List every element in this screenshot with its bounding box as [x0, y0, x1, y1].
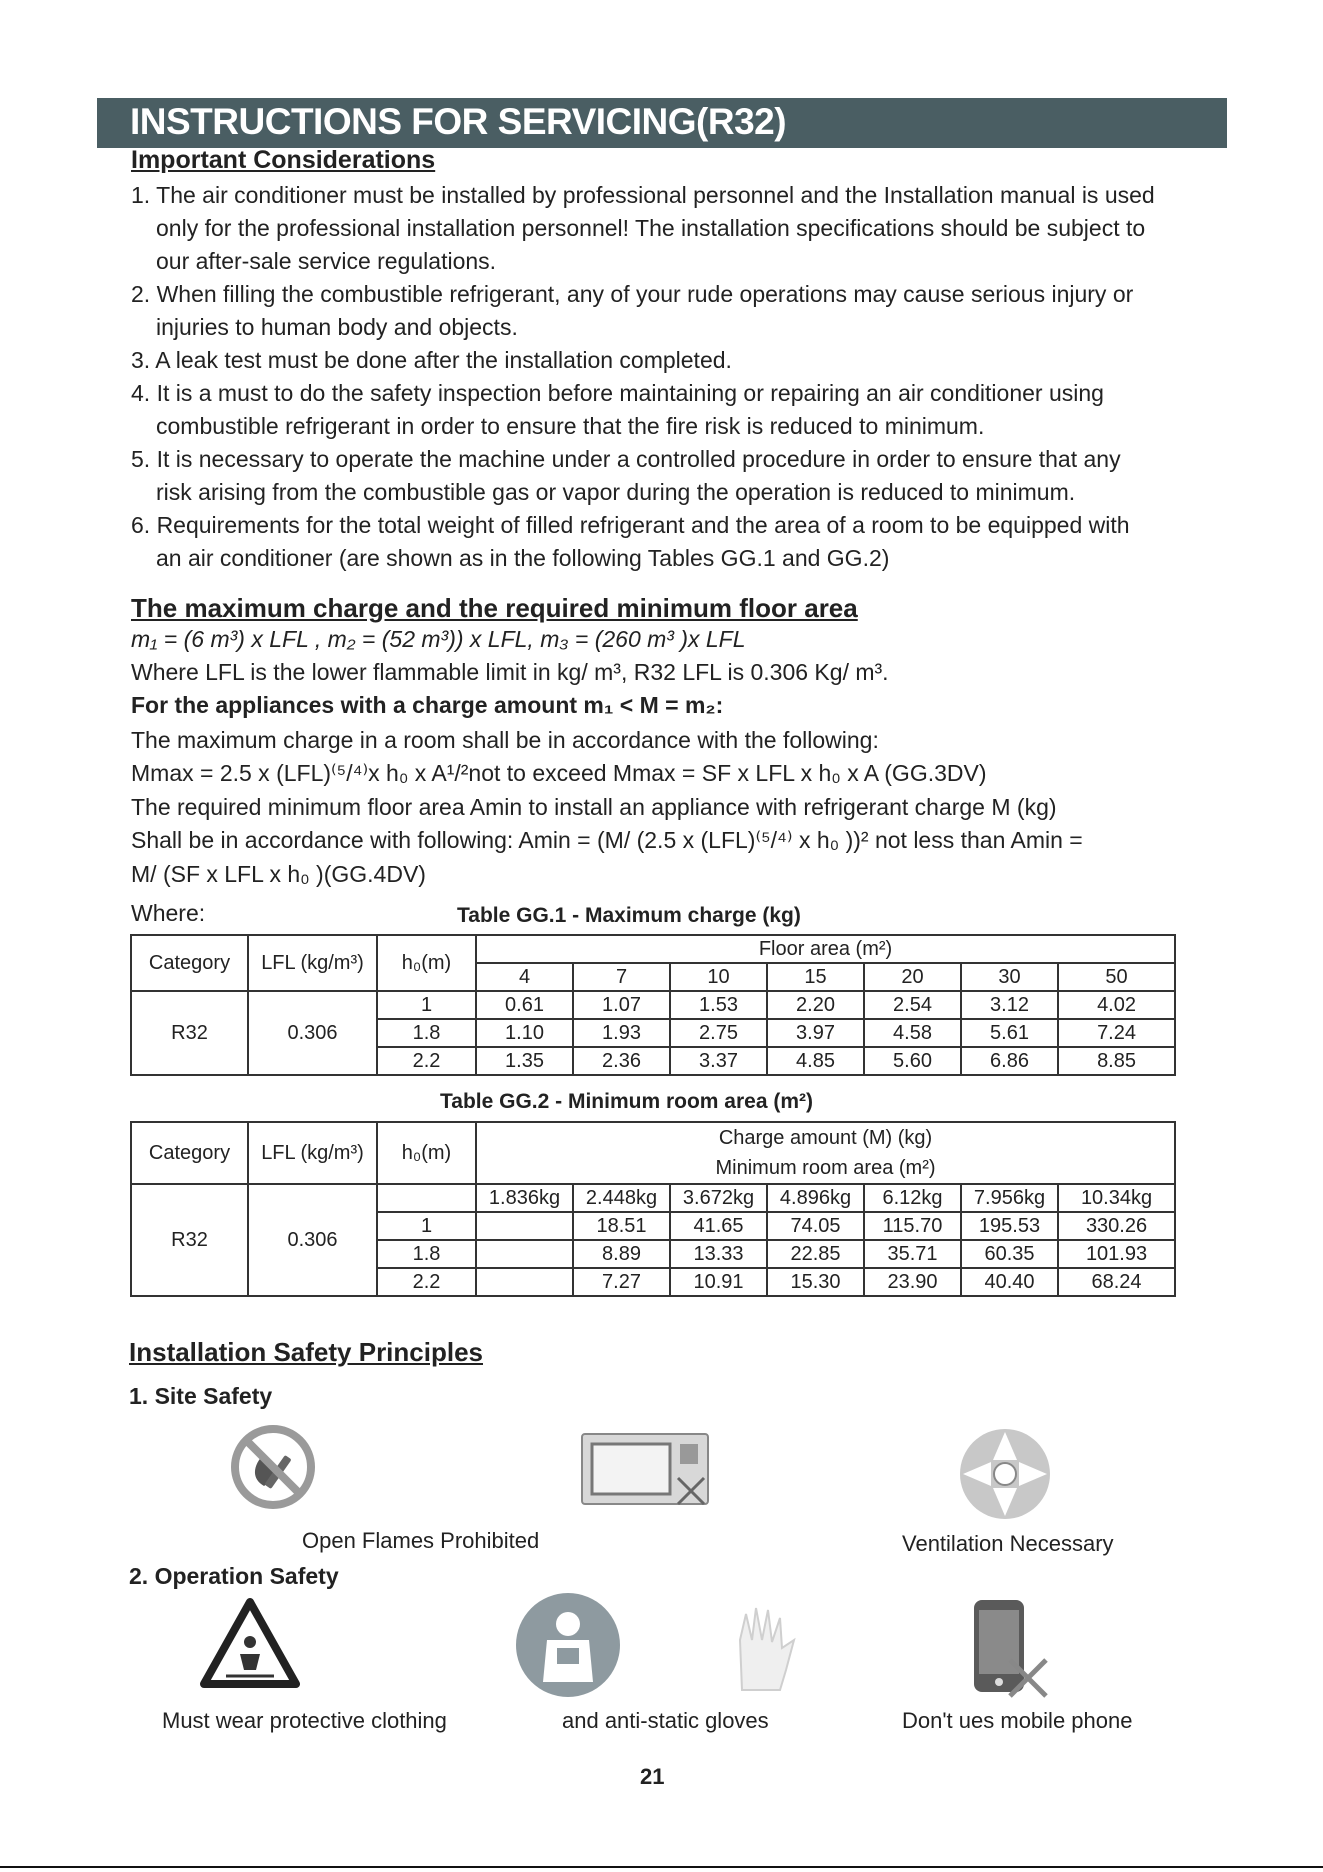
- value-cell: 41.65: [670, 1212, 767, 1240]
- category-cell: R32: [131, 991, 248, 1075]
- open-flames-caption: Open Flames Prohibited: [302, 1528, 540, 1553]
- operation-safety-heading: 2. Operation Safety: [129, 1563, 339, 1589]
- h0-cell: 1.8: [377, 1240, 476, 1268]
- value-cell: 330.26: [1058, 1212, 1175, 1240]
- gloves-icon: [722, 1600, 812, 1700]
- protective-suit-icon: [513, 1590, 623, 1700]
- ventilation-caption: Ventilation Necessary: [902, 1531, 1114, 1556]
- header-min-room-area: Minimum room area (m²): [476, 1153, 1175, 1184]
- value-cell: 8.89: [573, 1240, 670, 1268]
- header-category: Category: [131, 1122, 248, 1184]
- value-cell: 1.53: [670, 991, 767, 1019]
- value-cell: 1.93: [573, 1019, 670, 1047]
- area-header: 30: [961, 963, 1058, 991]
- header-lfl: LFL (kg/m³): [248, 1122, 377, 1184]
- value-cell: 3.37: [670, 1047, 767, 1075]
- area-header: 7: [573, 963, 670, 991]
- value-cell: 13.33: [670, 1240, 767, 1268]
- h0-cell-empty: [377, 1184, 476, 1212]
- consideration-line: risk arising from the combustible gas or vapor during the operation is reduced to minimum.: [156, 479, 1076, 505]
- lfl-cell: 0.306: [248, 1184, 377, 1296]
- table-gg1: [130, 934, 1176, 1076]
- rule-line: The maximum charge in a room shall be in accordance with the following:: [131, 727, 879, 753]
- no-open-flame-icon: [230, 1424, 316, 1510]
- area-header: 10: [670, 963, 767, 991]
- value-cell: 4.02: [1058, 991, 1175, 1019]
- value-cell: 3.12: [961, 991, 1058, 1019]
- consideration-line: 4. It is a must to do the safety inspection before maintaining or repairing an air conditioner using: [131, 380, 1104, 406]
- table-gg2: [130, 1121, 1176, 1297]
- value-cell: 101.93: [1058, 1240, 1175, 1268]
- ventilation-fan-icon: [955, 1424, 1055, 1524]
- minarea-line: M/ (SF x LFL x h₀ )(GG.4DV): [131, 861, 426, 887]
- value-cell: 115.70: [864, 1212, 961, 1240]
- consideration-line: 6. Requirements for the total weight of filled refrigerant and the area of a room to be equipped with: [131, 512, 1130, 538]
- charge-header: 6.12kg: [864, 1184, 961, 1212]
- value-cell: [476, 1240, 573, 1268]
- formula-line: m₁ = (6 m³) x LFL , m₂ = (52 m³)) x LFL, m₃ = (260 m³ )x LFL: [131, 626, 746, 652]
- value-cell: 4.58: [864, 1019, 961, 1047]
- appliance-condition: For the appliances with a charge amount m₁ < M = m₂:: [131, 692, 724, 718]
- value-cell: 2.75: [670, 1019, 767, 1047]
- consideration-line: 1. The air conditioner must be installed by professional personnel and the Installation manual is used: [131, 182, 1155, 208]
- header-charge-amount: Charge amount (M) (kg): [476, 1122, 1175, 1153]
- safety-heading: Installation Safety Principles: [129, 1337, 483, 1367]
- value-cell: 0.61: [476, 991, 573, 1019]
- table-row: [131, 991, 1175, 1019]
- charge-header: 10.34kg: [1058, 1184, 1175, 1212]
- consideration-line: injuries to human body and objects.: [156, 314, 518, 340]
- maxcharge-heading: The maximum charge and the required minimum floor area: [131, 593, 858, 623]
- minarea-line: Shall be in accordance with following: Amin = (M/ (2.5 x (LFL)⁽⁵/⁴⁾ x h₀ ))² not less than Amin =: [131, 827, 1083, 853]
- table1-caption: Table GG.1 - Maximum charge (kg): [457, 904, 801, 927]
- value-cell: 2.36: [573, 1047, 670, 1075]
- value-cell: 2.54: [864, 991, 961, 1019]
- consideration-line: our after-sale service regulations.: [156, 248, 497, 274]
- consideration-line: 5. It is necessary to operate the machine under a controlled procedure in order to ensure that any: [131, 446, 1121, 472]
- value-cell: 5.61: [961, 1019, 1058, 1047]
- bottom-rule: [0, 1866, 1323, 1868]
- table2-caption: Table GG.2 - Minimum room area (m²): [440, 1090, 813, 1113]
- protective-clothing-caption: Must wear protective clothing: [162, 1708, 447, 1733]
- value-cell: 5.60: [864, 1047, 961, 1075]
- value-cell: 195.53: [961, 1212, 1058, 1240]
- value-cell: 1.10: [476, 1019, 573, 1047]
- page-number: 21: [640, 1764, 665, 1789]
- header-floor-area: Floor area (m²): [476, 935, 1175, 963]
- value-cell: [476, 1268, 573, 1296]
- value-cell: [476, 1212, 573, 1240]
- consideration-line: 2. When filling the combustible refrigerant, any of your rude operations may cause serious injury or: [131, 281, 1134, 307]
- mmax-formula: Mmax = 2.5 x (LFL)⁽⁵/⁴⁾x h₀ x A¹/²not to exceed Mmax = SF x LFL x h₀ x A (GG.3DV): [131, 760, 987, 786]
- value-cell: 23.90: [864, 1268, 961, 1296]
- important-heading: Important Considerations: [131, 146, 436, 174]
- consideration-line: only for the professional installation personnel! The installation specifications should be subject to: [156, 215, 1146, 241]
- value-cell: 4.85: [767, 1047, 864, 1075]
- charge-header: 7.956kg: [961, 1184, 1058, 1212]
- microwave-icon: [578, 1430, 718, 1510]
- page-title: INSTRUCTIONS FOR SERVICING(R32): [130, 101, 787, 142]
- value-cell: 7.24: [1058, 1019, 1175, 1047]
- area-header: 15: [767, 963, 864, 991]
- where-label: Where:: [131, 900, 206, 926]
- value-cell: 74.05: [767, 1212, 864, 1240]
- value-cell: 60.35: [961, 1240, 1058, 1268]
- no-mobile-phone-icon: [964, 1596, 1054, 1700]
- value-cell: 35.71: [864, 1240, 961, 1268]
- site-safety-heading: 1. Site Safety: [129, 1383, 273, 1409]
- lfl-definition: Where LFL is the lower flammable limit in kg/ m³, R32 LFL is 0.306 Kg/ m³.: [131, 659, 889, 685]
- header-h0: h₀(m): [377, 935, 476, 991]
- value-cell: 1.35: [476, 1047, 573, 1075]
- h0-cell: 1.8: [377, 1019, 476, 1047]
- h0-cell: 2.2: [377, 1268, 476, 1296]
- gloves-caption: and anti-static gloves: [562, 1708, 769, 1733]
- charge-header: 3.672kg: [670, 1184, 767, 1212]
- value-cell: 7.27: [573, 1268, 670, 1296]
- minarea-line: The required minimum floor area Amin to install an appliance with refrigerant charge M (kg): [131, 794, 1057, 820]
- charge-header: 4.896kg: [767, 1184, 864, 1212]
- value-cell: 2.20: [767, 991, 864, 1019]
- area-header: 50: [1058, 963, 1175, 991]
- h0-cell: 1: [377, 1212, 476, 1240]
- h0-cell: 1: [377, 991, 476, 1019]
- value-cell: 1.07: [573, 991, 670, 1019]
- header-category: Category: [131, 935, 248, 991]
- category-cell: R32: [131, 1184, 248, 1296]
- value-cell: 18.51: [573, 1212, 670, 1240]
- header-lfl: LFL (kg/m³): [248, 935, 377, 991]
- charge-header: 2.448kg: [573, 1184, 670, 1212]
- consideration-line: 3. A leak test must be done after the installation completed.: [131, 347, 732, 373]
- value-cell: 68.24: [1058, 1268, 1175, 1296]
- mobile-phone-caption: Don't ues mobile phone: [902, 1708, 1133, 1733]
- area-header: 20: [864, 963, 961, 991]
- lfl-cell: 0.306: [248, 991, 377, 1075]
- h0-cell: 2.2: [377, 1047, 476, 1075]
- table-row: [131, 1184, 1175, 1212]
- value-cell: 40.40: [961, 1268, 1058, 1296]
- value-cell: 22.85: [767, 1240, 864, 1268]
- warning-triangle-icon: [198, 1596, 302, 1692]
- area-header: 4: [476, 963, 573, 991]
- header-h0: h₀(m): [377, 1122, 476, 1184]
- consideration-line: an air conditioner (are shown as in the following Tables GG.1 and GG.2): [156, 545, 890, 571]
- value-cell: 15.30: [767, 1268, 864, 1296]
- value-cell: 3.97: [767, 1019, 864, 1047]
- consideration-line: combustible refrigerant in order to ensure that the fire risk is reduced to minimum.: [156, 413, 985, 439]
- charge-header: 1.836kg: [476, 1184, 573, 1212]
- value-cell: 8.85: [1058, 1047, 1175, 1075]
- value-cell: 10.91: [670, 1268, 767, 1296]
- value-cell: 6.86: [961, 1047, 1058, 1075]
